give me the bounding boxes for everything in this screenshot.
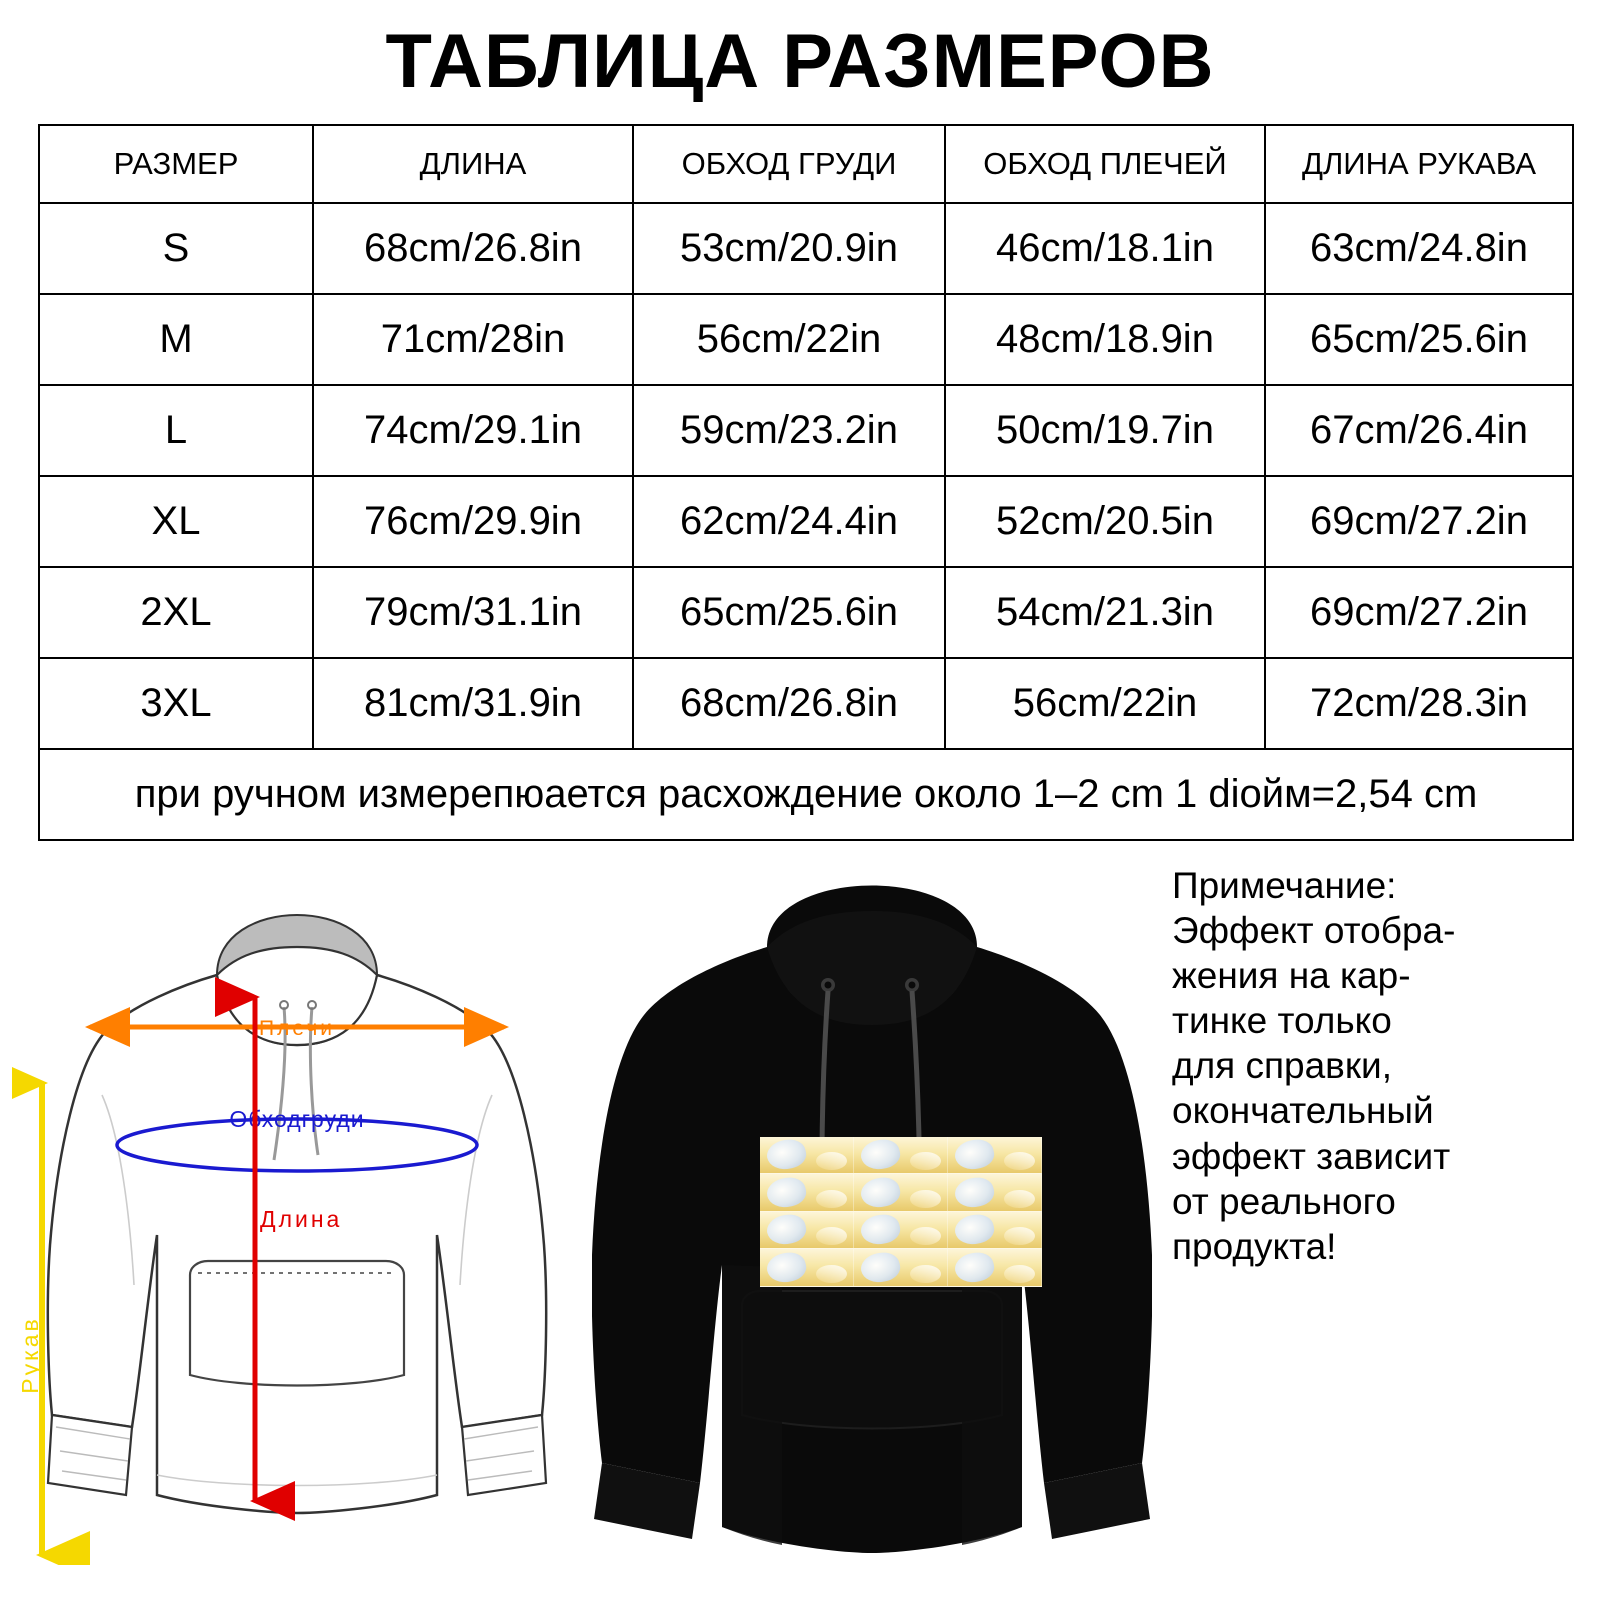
cell-shoulder: 50cm/19.7in — [945, 385, 1265, 476]
cell-chest: 56cm/22in — [633, 294, 945, 385]
hoodie-line-drawing — [12, 855, 582, 1565]
remark-line: для справки, — [1172, 1045, 1392, 1087]
print-cell — [854, 1212, 948, 1250]
remark-line: продукта! — [1172, 1225, 1337, 1267]
header-shoulder: ОБХОД ПЛЕЧЕЙ — [945, 125, 1265, 203]
cell-shoulder: 54cm/21.3in — [945, 567, 1265, 658]
table-row — [39, 567, 1573, 658]
print-cell — [948, 1174, 1042, 1212]
print-cell — [760, 1137, 854, 1175]
cell-length: 74cm/29.1in — [313, 385, 633, 476]
print-cell — [854, 1249, 948, 1287]
remark-line: окончательный — [1172, 1090, 1434, 1132]
cell-sleeve: 65cm/25.6in — [1265, 294, 1573, 385]
print-cell — [760, 1249, 854, 1287]
table-body — [39, 203, 1573, 840]
svg-text:Длина: Длина — [260, 1205, 343, 1232]
measurement-diagram — [12, 855, 582, 1565]
cell-length: 71cm/28in — [313, 294, 633, 385]
cell-size: M — [39, 294, 313, 385]
cell-length: 76cm/29.9in — [313, 476, 633, 567]
cell-size: S — [39, 203, 313, 294]
print-cell — [948, 1212, 1042, 1250]
print-cell — [854, 1174, 948, 1212]
table-footnote: при ручном измерепюается расхождение около 1–2 cm 1 dioйм=2,54 cm — [39, 749, 1573, 840]
remark-line: тинке только — [1172, 1000, 1392, 1042]
size-table-wrapper — [38, 124, 1562, 841]
page-title: ТАБЛИЦА РАЗМЕРОВ — [385, 19, 1215, 104]
remark-line: эффект зависит — [1172, 1135, 1451, 1177]
cell-chest: 53cm/20.9in — [633, 203, 945, 294]
bottom-section — [0, 855, 1600, 1575]
print-cell — [854, 1137, 948, 1175]
table-row — [39, 476, 1573, 567]
print-cell — [760, 1212, 854, 1250]
header-chest: ОБХОД ГРУДИ — [633, 125, 945, 203]
cell-chest: 62cm/24.4in — [633, 476, 945, 567]
print-cell — [948, 1249, 1042, 1287]
remark-heading: Примечание: — [1172, 864, 1397, 906]
cell-chest: 68cm/26.8in — [633, 658, 945, 749]
cell-length: 68cm/26.8in — [313, 203, 633, 294]
remark-block — [1172, 855, 1572, 1269]
product-photo — [592, 855, 1152, 1565]
print-artwork-panel — [760, 1137, 1042, 1287]
cell-shoulder: 52cm/20.5in — [945, 476, 1265, 567]
remark-line: жения на кар- — [1172, 955, 1411, 997]
size-table — [38, 124, 1574, 841]
table-row — [39, 203, 1573, 294]
cell-chest: 59cm/23.2in — [633, 385, 945, 476]
remark-line: Эффект отобра- — [1172, 909, 1456, 951]
remark-line: от реального — [1172, 1180, 1396, 1222]
table-header-row — [39, 125, 1573, 203]
svg-text:Обходгруди: Обходгруди — [229, 1105, 365, 1132]
table-row — [39, 385, 1573, 476]
table-header — [39, 125, 1573, 203]
header-length: ДЛИНА — [313, 125, 633, 203]
svg-text:Рукав: Рукав — [17, 1316, 43, 1394]
cell-sleeve: 67cm/26.4in — [1265, 385, 1573, 476]
table-row — [39, 294, 1573, 385]
print-cell — [948, 1137, 1042, 1175]
cell-length: 81cm/31.9in — [313, 658, 633, 749]
svg-text:Плечи: Плечи — [258, 1016, 336, 1040]
header-sleeve: ДЛИНА РУКАВА — [1265, 125, 1573, 203]
cell-chest: 65cm/25.6in — [633, 567, 945, 658]
cell-sleeve: 69cm/27.2in — [1265, 567, 1573, 658]
cell-size: L — [39, 385, 313, 476]
cell-sleeve: 63cm/24.8in — [1265, 203, 1573, 294]
table-row — [39, 658, 1573, 749]
cell-shoulder: 56cm/22in — [945, 658, 1265, 749]
cell-size: 3XL — [39, 658, 313, 749]
header-size: РАЗМЕР — [39, 125, 313, 203]
cell-length: 79cm/31.1in — [313, 567, 633, 658]
cell-sleeve: 72cm/28.3in — [1265, 658, 1573, 749]
print-cell — [760, 1174, 854, 1212]
cell-size: 2XL — [39, 567, 313, 658]
cell-shoulder: 48cm/18.9in — [945, 294, 1265, 385]
cell-shoulder: 46cm/18.1in — [945, 203, 1265, 294]
cell-sleeve: 69cm/27.2in — [1265, 476, 1573, 567]
table-footnote-row — [39, 749, 1573, 840]
cell-size: XL — [39, 476, 313, 567]
